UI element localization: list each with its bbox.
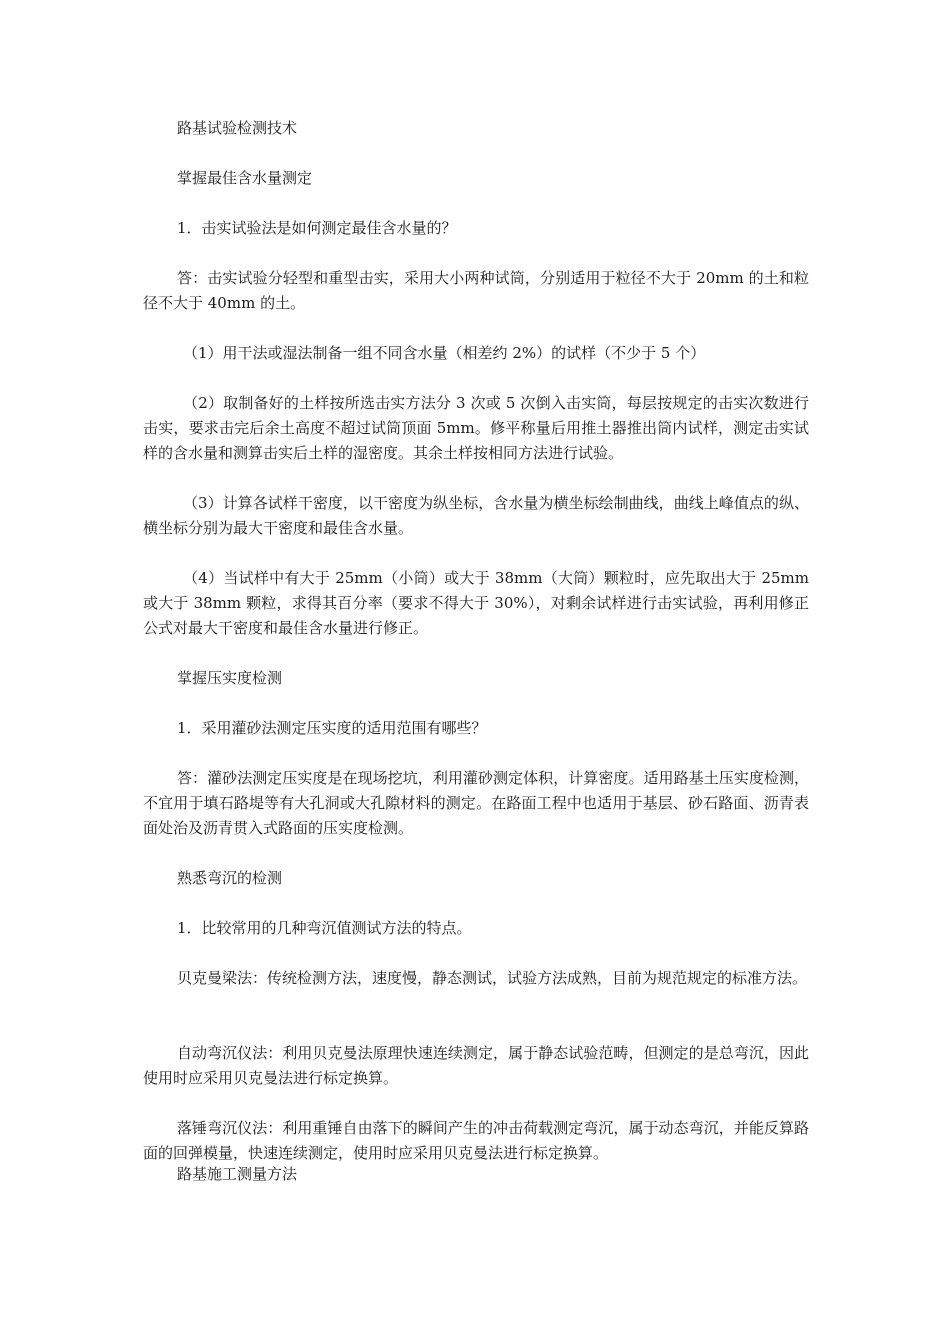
method-benkelman-beam: 贝克曼梁法：传统检测方法，速度慢，静态测试，试验方法成熟，目前为规范规定的标准方法。 bbox=[177, 969, 808, 987]
section-heading-compaction-degree: 掌握压实度检测 bbox=[177, 669, 283, 687]
method-falling-weight-deflectometer: 落锤弯沉仪法：利用重锤自由落下的瞬间产生的冲击荷载测定弯沉，属于动态弯沉，并能反算路面的回弹模量，快速连续测定，使用时应采用贝克曼法进行标定换算。 bbox=[143, 1119, 809, 1162]
answer-compaction-test: 答：击实试验分轻型和重型击实，采用大小两种试筒，分别适用于粒径不大于 20mm 的土和粒径不大于 40mm 的土。 bbox=[143, 269, 809, 312]
question-sand-cone-method: 1．采用灌砂法测定压实度的适用范围有哪些？ bbox=[177, 719, 487, 737]
step-4-paragraph: （4）当试样中有大于 25mm（小筒）或大于 38mm（大筒）颗粒时，应先取出大于 25mm 或大于 38mm 颗粒，求得其百分率（要求不得大于 30%），对剩余试样进行击实试验，再利用修正公式对最大干密度和最佳含水量进行修正。 bbox=[143, 569, 809, 637]
section-heading-survey-methods: 路基施工测量方法 bbox=[177, 1165, 298, 1183]
question-compaction-test: 1．击实试验法是如何测定最佳含水量的？ bbox=[177, 219, 457, 237]
section-heading-deflection: 熟悉弯沉的检测 bbox=[177, 869, 283, 887]
step-1-paragraph: （1）用干法或湿法制备一组不同含水量（相差约 2%）的试样（不少于 5 个） bbox=[183, 344, 706, 362]
answer-sand-cone-method: 答：灌砂法测定压实度是在现场挖坑，利用灌砂测定体积，计算密度。适用路基土压实度检测，不宜用于填石路堤等有大孔洞或大孔隙材料的测定。在路面工程中也适用于基层、砂石路面、沥青表面处治及沥青贯入式路面的压实度检测。 bbox=[143, 769, 809, 837]
section-heading-optimum-moisture: 掌握最佳含水量测定 bbox=[177, 169, 313, 187]
question-deflection-methods: 1．比较常用的几种弯沉值测试方法的特点。 bbox=[177, 919, 472, 937]
method-automatic-deflectometer: 自动弯沉仪法：利用贝克曼法原理快速连续测定，属于静态试验范畴，但测定的是总弯沉，因此使用时应采用贝克曼法进行标定换算。 bbox=[143, 1044, 809, 1087]
step-2-paragraph: （2）取制备好的土样按所选击实方法分 3 次或 5 次倒入击实筒，每层按规定的击实次数进行击实，要求击完后余土高度不超过试筒顶面 5mm。修平称量后用推土器推出筒内试样，测定击实试样的含水量和测算击实后土样的湿密度。其余土样按相同方法进行试验。 bbox=[143, 394, 809, 462]
step-3-paragraph: （3）计算各试样干密度，以干密度为纵坐标，含水量为横坐标绘制曲线，曲线上峰值点的纵、横坐标分别为最大干密度和最佳含水量。 bbox=[143, 494, 809, 537]
document-title: 路基试验检测技术 bbox=[177, 119, 298, 137]
